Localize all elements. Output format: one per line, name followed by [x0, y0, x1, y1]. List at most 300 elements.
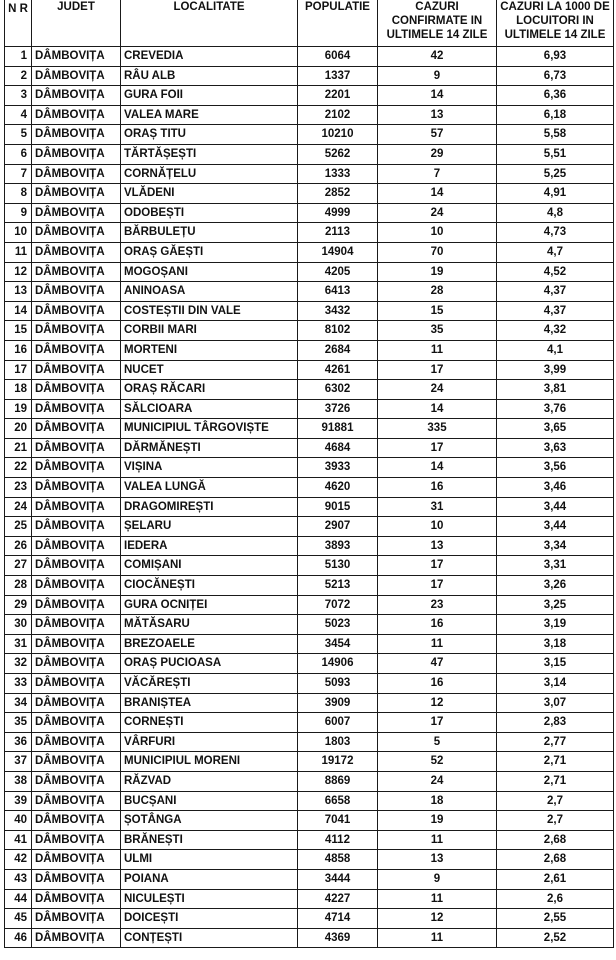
cell-nr: 39 [5, 791, 32, 811]
table-row [5, 634, 614, 654]
header-row [5, 0, 614, 47]
table-row [5, 497, 614, 517]
cell-nr: 19 [5, 399, 32, 419]
cell-populatie: 3933 [298, 458, 378, 478]
cell-nr: 42 [5, 850, 32, 870]
cell-rata: 4,8 [497, 203, 614, 223]
cell-localitate: BRANIȘTEA [121, 693, 298, 713]
cell-judet: DÂMBOVIȚA [32, 771, 121, 791]
cell-localitate: BREZOAELE [121, 634, 298, 654]
cell-cazuri: 13 [378, 105, 497, 125]
cell-nr: 35 [5, 713, 32, 733]
cell-nr: 11 [5, 242, 32, 262]
cell-rata: 4,32 [497, 321, 614, 341]
table-row [5, 595, 614, 615]
cell-nr: 32 [5, 654, 32, 674]
cell-judet: DÂMBOVIȚA [32, 576, 121, 596]
cell-judet: DÂMBOVIȚA [32, 184, 121, 204]
cell-nr: 37 [5, 752, 32, 772]
cell-populatie: 3454 [298, 634, 378, 654]
cell-rata: 6,18 [497, 105, 614, 125]
cell-populatie: 14904 [298, 242, 378, 262]
cell-cazuri: 335 [378, 419, 497, 439]
cell-judet: DÂMBOVIȚA [32, 47, 121, 67]
cell-nr: 25 [5, 517, 32, 537]
cell-rata: 3,25 [497, 595, 614, 615]
cell-rata: 2,61 [497, 869, 614, 889]
cell-nr: 29 [5, 595, 32, 615]
cell-judet: DÂMBOVIȚA [32, 595, 121, 615]
cell-nr: 26 [5, 536, 32, 556]
table-row [5, 928, 614, 948]
cell-localitate: VLĂDENI [121, 184, 298, 204]
table-row [5, 536, 614, 556]
cell-nr: 1 [5, 47, 32, 67]
cell-populatie: 3909 [298, 693, 378, 713]
table-row [5, 556, 614, 576]
cell-localitate: ORAȘ TITU [121, 125, 298, 145]
cell-populatie: 7041 [298, 811, 378, 831]
cell-localitate: BRĂNEȘTI [121, 830, 298, 850]
cell-rata: 6,36 [497, 86, 614, 106]
cell-nr: 18 [5, 380, 32, 400]
cell-cazuri: 14 [378, 184, 497, 204]
cell-cazuri: 12 [378, 909, 497, 929]
table-row [5, 576, 614, 596]
cell-localitate: ORAȘ RĂCARI [121, 380, 298, 400]
cell-judet: DÂMBOVIȚA [32, 164, 121, 184]
cell-judet: DÂMBOVIȚA [32, 674, 121, 694]
table-row [5, 732, 614, 752]
cell-nr: 7 [5, 164, 32, 184]
table-body [5, 47, 614, 948]
cell-cazuri: 16 [378, 615, 497, 635]
cell-rata: 4,52 [497, 262, 614, 282]
cell-judet: DÂMBOVIȚA [32, 654, 121, 674]
cell-rata: 3,44 [497, 517, 614, 537]
cell-localitate: ULMI [121, 850, 298, 870]
cell-judet: DÂMBOVIȚA [32, 321, 121, 341]
cell-judet: DÂMBOVIȚA [32, 223, 121, 243]
cell-nr: 43 [5, 869, 32, 889]
table-row [5, 419, 614, 439]
table-row [5, 850, 614, 870]
cell-populatie: 4112 [298, 830, 378, 850]
cell-populatie: 1333 [298, 164, 378, 184]
cell-localitate: ANINOASA [121, 282, 298, 302]
cell-populatie: 5093 [298, 674, 378, 694]
cell-localitate: ȘOTÂNGA [121, 811, 298, 831]
cell-cazuri: 29 [378, 144, 497, 164]
cell-localitate: VALEA MARE [121, 105, 298, 125]
cell-judet: DÂMBOVIȚA [32, 811, 121, 831]
cell-judet: DÂMBOVIȚA [32, 419, 121, 439]
table-row [5, 321, 614, 341]
cell-localitate: RĂZVAD [121, 771, 298, 791]
table-row [5, 771, 614, 791]
cell-cazuri: 47 [378, 654, 497, 674]
cell-localitate: ȘELARU [121, 517, 298, 537]
cell-cazuri: 28 [378, 282, 497, 302]
cell-rata: 2,68 [497, 830, 614, 850]
cell-populatie: 9015 [298, 497, 378, 517]
cell-rata: 2,6 [497, 889, 614, 909]
cell-localitate: GURA OCNIȚEI [121, 595, 298, 615]
cell-cazuri: 24 [378, 771, 497, 791]
cell-cazuri: 70 [378, 242, 497, 262]
cell-cazuri: 17 [378, 360, 497, 380]
cell-populatie: 7072 [298, 595, 378, 615]
cell-judet: DÂMBOVIȚA [32, 830, 121, 850]
cell-judet: DÂMBOVIȚA [32, 615, 121, 635]
cell-rata: 6,73 [497, 66, 614, 86]
cell-cazuri: 11 [378, 634, 497, 654]
cell-populatie: 6413 [298, 282, 378, 302]
cell-localitate: COSTEȘTII DIN VALE [121, 301, 298, 321]
cell-nr: 41 [5, 830, 32, 850]
cell-cazuri: 11 [378, 928, 497, 948]
cell-judet: DÂMBOVIȚA [32, 380, 121, 400]
cell-localitate: CORBII MARI [121, 321, 298, 341]
cell-rata: 4,7 [497, 242, 614, 262]
cell-nr: 28 [5, 576, 32, 596]
table-row [5, 125, 614, 145]
cell-rata: 2,77 [497, 732, 614, 752]
cell-judet: DÂMBOVIȚA [32, 732, 121, 752]
cell-rata: 2,7 [497, 811, 614, 831]
cell-populatie: 8102 [298, 321, 378, 341]
cell-rata: 3,15 [497, 654, 614, 674]
cell-populatie: 3893 [298, 536, 378, 556]
table-row [5, 66, 614, 86]
cell-cazuri: 24 [378, 203, 497, 223]
cell-cazuri: 10 [378, 517, 497, 537]
cell-judet: DÂMBOVIȚA [32, 105, 121, 125]
cell-rata: 2,71 [497, 752, 614, 772]
cell-nr: 21 [5, 438, 32, 458]
table-row [5, 340, 614, 360]
cell-rata: 3,65 [497, 419, 614, 439]
table-row [5, 909, 614, 929]
table-row [5, 203, 614, 223]
cell-judet: DÂMBOVIȚA [32, 399, 121, 419]
cell-rata: 3,31 [497, 556, 614, 576]
cell-judet: DÂMBOVIȚA [32, 144, 121, 164]
cell-localitate: CIOCĂNEȘTI [121, 576, 298, 596]
cell-cazuri: 13 [378, 536, 497, 556]
cell-cazuri: 10 [378, 223, 497, 243]
cell-localitate: BĂRBULEȚU [121, 223, 298, 243]
cell-populatie: 2201 [298, 86, 378, 106]
cell-rata: 2,68 [497, 850, 614, 870]
cell-cazuri: 14 [378, 86, 497, 106]
cell-judet: DÂMBOVIȚA [32, 125, 121, 145]
cell-localitate: COMIȘANI [121, 556, 298, 576]
cell-nr: 16 [5, 340, 32, 360]
cell-judet: DÂMBOVIȚA [32, 791, 121, 811]
cell-nr: 2 [5, 66, 32, 86]
cell-nr: 31 [5, 634, 32, 654]
cell-nr: 8 [5, 184, 32, 204]
cell-cazuri: 35 [378, 321, 497, 341]
cell-judet: DÂMBOVIȚA [32, 66, 121, 86]
cell-populatie: 4261 [298, 360, 378, 380]
table-row [5, 693, 614, 713]
cell-judet: DÂMBOVIȚA [32, 86, 121, 106]
cell-judet: DÂMBOVIȚA [32, 340, 121, 360]
cell-populatie: 4205 [298, 262, 378, 282]
cell-nr: 30 [5, 615, 32, 635]
cell-judet: DÂMBOVIȚA [32, 301, 121, 321]
cell-localitate: DRAGOMIREȘTI [121, 497, 298, 517]
table-row [5, 242, 614, 262]
cell-nr: 12 [5, 262, 32, 282]
cell-populatie: 4999 [298, 203, 378, 223]
cell-rata: 2,52 [497, 928, 614, 948]
cell-rata: 3,14 [497, 674, 614, 694]
table-row [5, 517, 614, 537]
cell-judet: DÂMBOVIȚA [32, 869, 121, 889]
cell-populatie: 8869 [298, 771, 378, 791]
cell-rata: 4,37 [497, 301, 614, 321]
cell-judet: DÂMBOVIȚA [32, 909, 121, 929]
cell-localitate: ORAȘ GĂEȘTI [121, 242, 298, 262]
cell-judet: DÂMBOVIȚA [32, 360, 121, 380]
cell-rata: 2,83 [497, 713, 614, 733]
table-row [5, 47, 614, 67]
table-row [5, 282, 614, 302]
table-row [5, 360, 614, 380]
cell-cazuri: 57 [378, 125, 497, 145]
table-row [5, 223, 614, 243]
cell-cazuri: 14 [378, 399, 497, 419]
cell-cazuri: 31 [378, 497, 497, 517]
cell-cazuri: 16 [378, 478, 497, 498]
cell-judet: DÂMBOVIȚA [32, 752, 121, 772]
table-row [5, 654, 614, 674]
cell-cazuri: 13 [378, 850, 497, 870]
cell-localitate: TĂRTĂȘEȘTI [121, 144, 298, 164]
cell-judet: DÂMBOVIȚA [32, 693, 121, 713]
cell-cazuri: 16 [378, 674, 497, 694]
cell-localitate: ORAȘ PUCIOASA [121, 654, 298, 674]
cell-judet: DÂMBOVIȚA [32, 497, 121, 517]
cell-nr: 38 [5, 771, 32, 791]
cell-nr: 3 [5, 86, 32, 106]
cell-populatie: 4620 [298, 478, 378, 498]
cell-populatie: 2102 [298, 105, 378, 125]
cell-populatie: 19172 [298, 752, 378, 772]
cell-localitate: MĂTĂSARU [121, 615, 298, 635]
cell-rata: 3,19 [497, 615, 614, 635]
cell-rata: 6,93 [497, 47, 614, 67]
cell-localitate: POIANA [121, 869, 298, 889]
cell-localitate: ODOBEȘTI [121, 203, 298, 223]
cell-populatie: 10210 [298, 125, 378, 145]
cell-rata: 3,81 [497, 380, 614, 400]
cell-populatie: 4714 [298, 909, 378, 929]
cell-cazuri: 17 [378, 713, 497, 733]
cell-judet: DÂMBOVIȚA [32, 262, 121, 282]
cell-judet: DÂMBOVIȚA [32, 478, 121, 498]
cell-localitate: MUNICIPIUL TÂRGOVIȘTE [121, 419, 298, 439]
cell-nr: 14 [5, 301, 32, 321]
cell-cazuri: 17 [378, 576, 497, 596]
cell-cazuri: 11 [378, 340, 497, 360]
cell-populatie: 4227 [298, 889, 378, 909]
table-row [5, 615, 614, 635]
cell-populatie: 4684 [298, 438, 378, 458]
cell-localitate: MOGOȘANI [121, 262, 298, 282]
cell-populatie: 2907 [298, 517, 378, 537]
cell-nr: 23 [5, 478, 32, 498]
cell-populatie: 5262 [298, 144, 378, 164]
cell-judet: DÂMBOVIȚA [32, 556, 121, 576]
table-row [5, 889, 614, 909]
cell-cazuri: 17 [378, 438, 497, 458]
header-judet: JUDET [32, 0, 121, 47]
cell-nr: 15 [5, 321, 32, 341]
cell-populatie: 3726 [298, 399, 378, 419]
cell-rata: 4,37 [497, 282, 614, 302]
cell-populatie: 1337 [298, 66, 378, 86]
cell-populatie: 5213 [298, 576, 378, 596]
table-row [5, 674, 614, 694]
cell-judet: DÂMBOVIȚA [32, 889, 121, 909]
cell-localitate: DĂRMĂNEȘTI [121, 438, 298, 458]
cell-judet: DÂMBOVIȚA [32, 634, 121, 654]
cell-nr: 24 [5, 497, 32, 517]
cell-populatie: 4858 [298, 850, 378, 870]
cell-rata: 4,91 [497, 184, 614, 204]
cases-table [4, 0, 614, 948]
cell-judet: DÂMBOVIȚA [32, 203, 121, 223]
table-row [5, 811, 614, 831]
cell-cazuri: 7 [378, 164, 497, 184]
cell-nr: 33 [5, 674, 32, 694]
cell-nr: 27 [5, 556, 32, 576]
cell-populatie: 2852 [298, 184, 378, 204]
cell-populatie: 14906 [298, 654, 378, 674]
cell-localitate: SĂLCIOARA [121, 399, 298, 419]
cell-judet: DÂMBOVIȚA [32, 850, 121, 870]
cell-judet: DÂMBOVIȚA [32, 242, 121, 262]
cell-cazuri: 18 [378, 791, 497, 811]
table-row [5, 791, 614, 811]
cell-localitate: MUNICIPIUL MORENI [121, 752, 298, 772]
cell-nr: 17 [5, 360, 32, 380]
cell-nr: 20 [5, 419, 32, 439]
cell-nr: 13 [5, 282, 32, 302]
cell-nr: 44 [5, 889, 32, 909]
cell-rata: 3,46 [497, 478, 614, 498]
cell-nr: 46 [5, 928, 32, 948]
cell-rata: 2,71 [497, 771, 614, 791]
cell-nr: 40 [5, 811, 32, 831]
cell-rata: 4,1 [497, 340, 614, 360]
cell-cazuri: 19 [378, 262, 497, 282]
cell-cazuri: 52 [378, 752, 497, 772]
cell-nr: 10 [5, 223, 32, 243]
cell-localitate: NICULEȘTI [121, 889, 298, 909]
table-row [5, 713, 614, 733]
cell-cazuri: 42 [378, 47, 497, 67]
cell-populatie: 5130 [298, 556, 378, 576]
cell-localitate: IEDERA [121, 536, 298, 556]
cell-nr: 22 [5, 458, 32, 478]
cell-cazuri: 24 [378, 380, 497, 400]
cell-rata: 3,18 [497, 634, 614, 654]
table-row [5, 164, 614, 184]
cell-rata: 5,58 [497, 125, 614, 145]
table-row [5, 301, 614, 321]
cell-cazuri: 9 [378, 869, 497, 889]
cell-nr: 4 [5, 105, 32, 125]
cell-populatie: 3444 [298, 869, 378, 889]
cell-rata: 3,56 [497, 458, 614, 478]
cell-rata: 3,99 [497, 360, 614, 380]
cell-nr: 9 [5, 203, 32, 223]
cell-rata: 2,7 [497, 791, 614, 811]
cell-rata: 3,34 [497, 536, 614, 556]
cell-cazuri: 12 [378, 693, 497, 713]
cell-localitate: VĂCĂREȘTI [121, 674, 298, 694]
table-row [5, 144, 614, 164]
table-row [5, 752, 614, 772]
cell-populatie: 3432 [298, 301, 378, 321]
cell-localitate: GURA FOII [121, 86, 298, 106]
cell-cazuri: 19 [378, 811, 497, 831]
cell-judet: DÂMBOVIȚA [32, 928, 121, 948]
table-row [5, 830, 614, 850]
table-row [5, 184, 614, 204]
cell-cazuri: 17 [378, 556, 497, 576]
table-row [5, 458, 614, 478]
cell-populatie: 6658 [298, 791, 378, 811]
cell-populatie: 1803 [298, 732, 378, 752]
cell-judet: DÂMBOVIȚA [32, 517, 121, 537]
cell-rata: 2,55 [497, 909, 614, 929]
cell-rata: 5,25 [497, 164, 614, 184]
cell-nr: 45 [5, 909, 32, 929]
cell-rata: 4,73 [497, 223, 614, 243]
cell-judet: DÂMBOVIȚA [32, 438, 121, 458]
cell-populatie: 6007 [298, 713, 378, 733]
cell-populatie: 4369 [298, 928, 378, 948]
cell-rata: 3,76 [497, 399, 614, 419]
cell-judet: DÂMBOVIȚA [32, 713, 121, 733]
header-localitate: LOCALITATE [121, 0, 298, 47]
table-header [5, 0, 614, 47]
cell-judet: DÂMBOVIȚA [32, 458, 121, 478]
table-row [5, 380, 614, 400]
header-cazuri: CAZURI CONFIRMATE IN ULTIMELE 14 ZILE [378, 0, 497, 47]
cell-rata: 3,07 [497, 693, 614, 713]
table-row [5, 438, 614, 458]
cell-localitate: NUCET [121, 360, 298, 380]
table-row [5, 86, 614, 106]
cell-rata: 3,63 [497, 438, 614, 458]
cell-localitate: BUCȘANI [121, 791, 298, 811]
table-row [5, 105, 614, 125]
cell-localitate: CONȚEȘTI [121, 928, 298, 948]
table-row [5, 399, 614, 419]
cell-localitate: DOICEȘTI [121, 909, 298, 929]
cell-localitate: CORNĂȚELU [121, 164, 298, 184]
cell-cazuri: 14 [378, 458, 497, 478]
cell-cazuri: 9 [378, 66, 497, 86]
table-row [5, 478, 614, 498]
